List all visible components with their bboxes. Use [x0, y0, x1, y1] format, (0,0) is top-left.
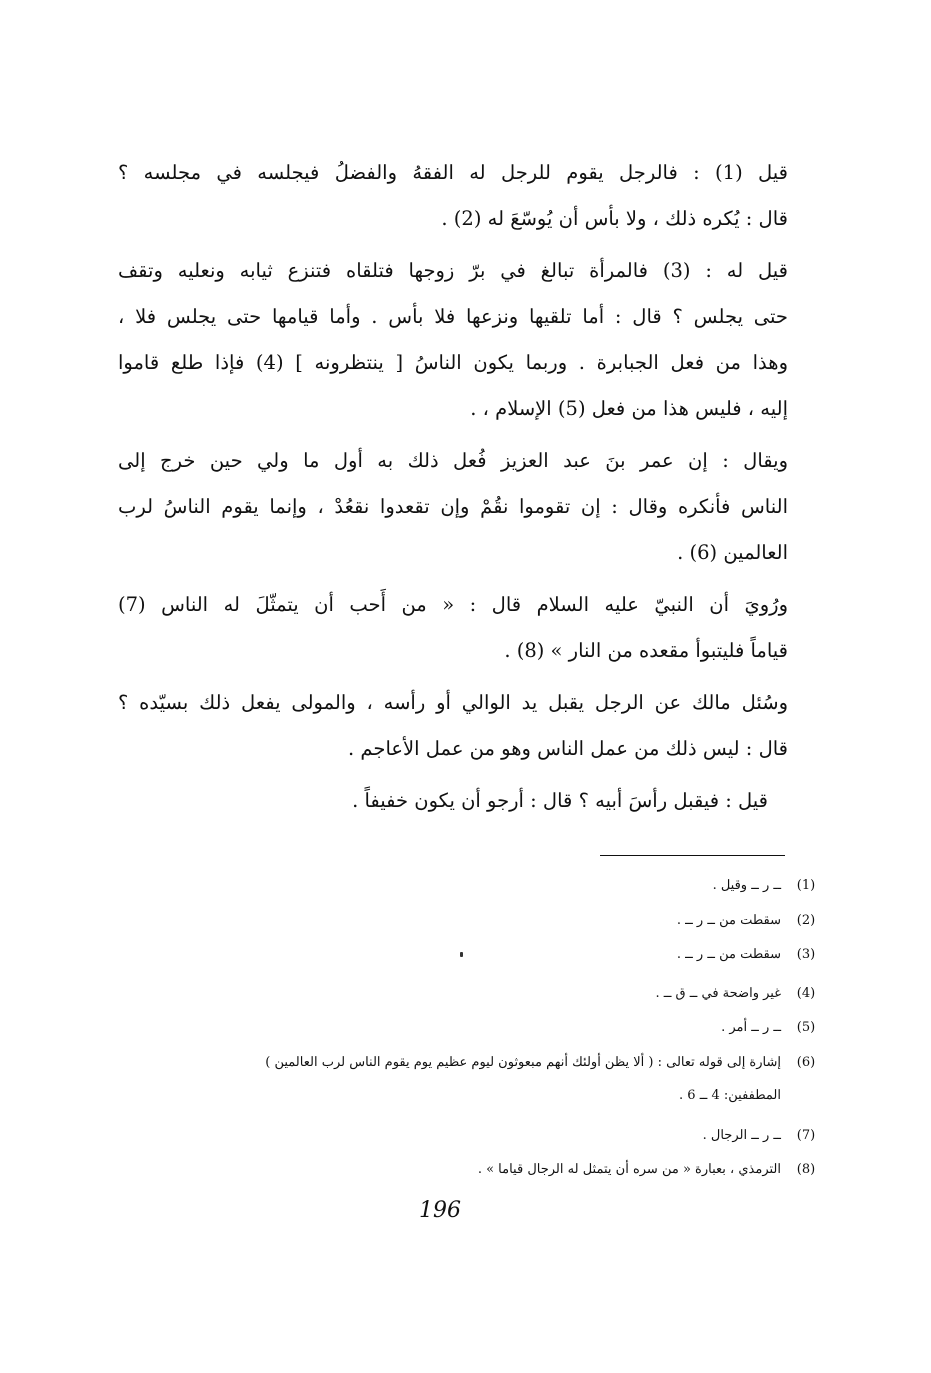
- footnote-text: غير واضحة في ــ ق ــ .: [655, 986, 781, 1001]
- text-line: قال : ليس ذلك من عمل الناس وهو من عمل الأعاجم .: [348, 737, 788, 760]
- footnote-text: ــ ر ــ الرجال .: [702, 1128, 781, 1143]
- footnote-text: المطففين: 4 ــ 6 .: [679, 1088, 781, 1103]
- footnote-separator: [600, 855, 785, 856]
- text-line: العالمين (6) .: [677, 541, 788, 564]
- text-line: ورُويَ أن النبيّ عليه السلام قال : « من أَحب أن يتمثّلَ له الناس (7): [118, 593, 788, 616]
- text-line: قيل : فيقبل رأسَ أبيه ؟ قال : أرجو أن يكون خفيفاً .: [352, 789, 768, 812]
- footnote-text: سقطت من ــ ر ــ .: [676, 947, 781, 962]
- page-number: 196: [419, 1198, 461, 1223]
- footnote: [91, 947, 816, 962]
- ink-speck: [460, 952, 463, 957]
- footnote-text: ــ ر ــ وقيل .: [712, 878, 781, 893]
- footnote-number: (4): [796, 986, 816, 1001]
- text-line: وهذا من فعل الجبابرة . وربما يكون الناسُ [ ينتظرونه ] (4) فإذا طلع قاموا: [118, 351, 788, 374]
- footnote: [91, 1020, 816, 1035]
- footnote-continuation: [91, 1088, 781, 1103]
- footnote-text: ــ ر ــ أمر .: [721, 1020, 781, 1035]
- footnote: [91, 1162, 816, 1177]
- text-line: قال : يُكره ذلك ، ولا بأس أن يُوسّعَ له (2) .: [441, 207, 788, 230]
- footnote: [91, 986, 816, 1001]
- footnote-text: سقطت من ــ ر ــ .: [676, 913, 781, 928]
- footnote-text: الترمذي ، بعبارة « من سره أن يتمثل له الرجال قياما » .: [477, 1162, 781, 1177]
- text-line: قيل (1) : فالرجل يقوم للرجل له الفقهُ والفضلُ فيجلسه في مجلسه ؟: [118, 161, 789, 184]
- footnote-number: (3): [796, 947, 816, 962]
- text-line: وسُئل مالك عن الرجل يقبل يد الوالي أو رأسه ، والمولى يفعل ذلك بسيّده ؟: [118, 691, 788, 714]
- footnote: [91, 913, 816, 928]
- text-line: حتى يجلس ؟ قال : أما تلقيها ونزعها فلا بأس . وأما قيامها حتى يجلس فلا ،: [118, 305, 788, 328]
- text-line: الناس فأنكره وقال : إن تقوموا نقُمْ وإن تقعدوا نقعُدْ ، وإنما يقوم الناسُ لرب: [118, 495, 788, 518]
- footnote: [91, 878, 816, 893]
- footnote-text: إشارة إلى قوله تعالى : ( ألا يظن أولئك أنهم مبعوثون ليوم عظيم يوم يقوم الناس لرب العالمين ): [265, 1055, 781, 1070]
- text-line: قياماً فليتبوأ مقعده من النار » (8) .: [504, 639, 788, 662]
- footnote-number: (5): [796, 1020, 816, 1035]
- footnote-number: (1): [796, 878, 816, 893]
- footnote: [91, 1055, 816, 1070]
- text-line: قيل له : (3) فالمرأة تبالغ في برّ زوجها فتلقاه فتنزع ثيابه ونعليه وتقف: [118, 259, 788, 282]
- text-line: ويقال : إن عمر بنَ عبد العزيز فُعل ذلك به أول ما ولي حين خرج إلى: [118, 449, 788, 472]
- footnote-number: (2): [796, 913, 816, 928]
- footnote: [91, 1128, 816, 1143]
- footnote-number: (6): [796, 1055, 816, 1070]
- footnote-number: (7): [796, 1128, 816, 1143]
- text-line: إليه ، فليس هذا من فعل (5) الإسلام ، .: [470, 397, 788, 420]
- footnote-number: (8): [796, 1162, 816, 1177]
